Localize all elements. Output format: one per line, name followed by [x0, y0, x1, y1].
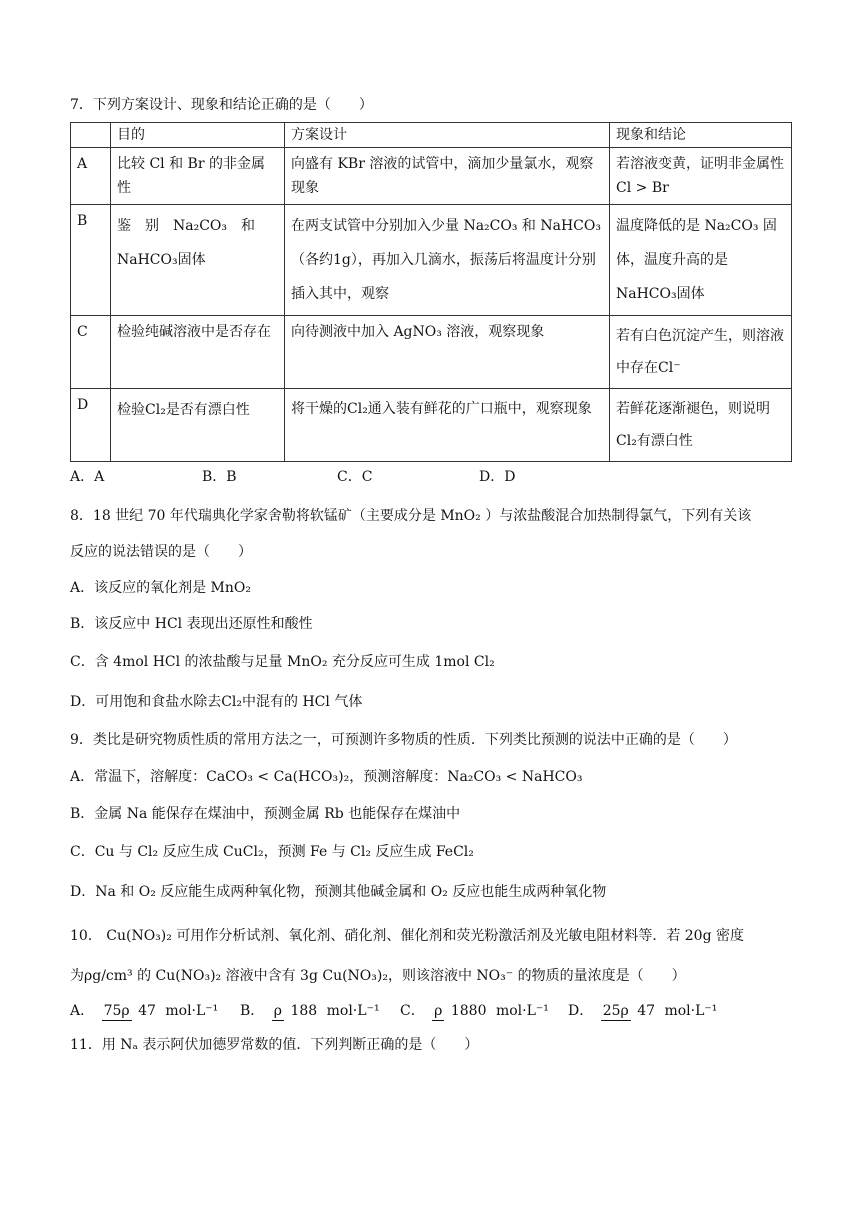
row-label: D: [71, 389, 111, 462]
q10-option-c[interactable]: [400, 1000, 568, 1022]
exam-page: [70, 94, 792, 1064]
fraction-denominator: 47: [138, 1003, 156, 1019]
header-design: 方案设计: [285, 123, 610, 148]
q9-stem: 9．类比是研究物质性质的常用方法之一，可预测许多物质的性质．下列类比预测的说法中正确的是（ ）: [70, 732, 737, 748]
fraction-numerator: ρ: [434, 1003, 443, 1019]
row-design: 将干燥的Cl₂通入装有鲜花的广口瓶中，观察现象: [285, 389, 610, 462]
q7-option-b[interactable]: B．B: [202, 469, 237, 485]
row-label: B: [71, 205, 111, 316]
fraction-denominator: 188: [290, 1003, 318, 1019]
q7-option-c[interactable]: C．C: [337, 469, 373, 485]
q8-stem-line1: 8．18 世纪 70 年代瑞典化学家舍勒将软锰矿（主要成分是 MnO₂ ）与浓盐酸混合加热制得氯气，下列有关该: [70, 508, 752, 524]
table-row: [71, 389, 792, 462]
q10-options: [70, 1000, 792, 1022]
q8-option-c[interactable]: C．含 4mol HCl 的浓盐酸与足量 MnO₂ 充分反应可生成 1mol Cl₂: [70, 654, 495, 670]
q7-options: [70, 466, 792, 488]
header-result: 现象和结论: [610, 123, 792, 148]
q10-option-b[interactable]: [240, 1000, 400, 1022]
q8-option-b[interactable]: B．该反应中 HCl 表现出还原性和酸性: [70, 616, 313, 632]
fraction-numerator: ρ: [273, 1003, 282, 1019]
q9-option-d[interactable]: D．Na 和 O₂ 反应能生成两种氧化物，预测其他碱金属和 O₂ 反应也能生成两种氧化物: [70, 884, 607, 900]
table-row: [71, 316, 792, 389]
row-design: 在两支试管中分别加入少量 Na₂CO₃ 和 NaHCO₃（各约1g），再加入几滴水，振荡后将温度计分别插入其中，观察: [285, 205, 610, 316]
row-label: C: [71, 316, 111, 389]
fraction: [102, 1000, 158, 1022]
q7-table: [70, 122, 792, 462]
fraction-numerator: 75ρ: [103, 1003, 130, 1019]
q10-option-a[interactable]: [70, 1000, 240, 1022]
row-design: 向待测液中加入 AgNO₃ 溶液，观察现象: [285, 316, 610, 389]
q7-option-a[interactable]: A．A: [70, 469, 105, 485]
unit: mol·L⁻¹: [495, 1003, 549, 1019]
row-label: A: [71, 148, 111, 205]
table-row: [71, 148, 792, 205]
unit: mol·L⁻¹: [664, 1003, 718, 1019]
q9-option-b[interactable]: B．金属 Na 能保存在煤油中，预测金属 Rb 也能保存在煤油中: [70, 806, 461, 822]
row-purpose: 鉴 别 Na₂CO₃ 和 NaHCO₃固体: [111, 205, 285, 316]
row-result: 若鲜花逐渐褪色，则说明Cl₂有漂白性: [610, 389, 792, 462]
q7-stem: 7．下列方案设计、现象和结论正确的是（ ）: [70, 97, 373, 113]
q11-stem: 11．用 Nₐ 表示阿伏加德罗常数的值．下列判断正确的是（ ）: [70, 1037, 479, 1053]
fraction: [432, 1000, 488, 1022]
option-label: D．: [568, 1003, 594, 1019]
option-label: A．: [70, 1003, 95, 1019]
fraction-denominator: 47: [637, 1003, 656, 1019]
row-design: 向盛有 KBr 溶液的试管中，滴加少量氯水，观察现象: [285, 148, 610, 205]
row-purpose: 检验纯碱溶液中是否存在: [111, 316, 285, 389]
q10-option-d[interactable]: [568, 1000, 717, 1022]
q10-stem-line2: 为ρg/cm³ 的 Cu(NO₃)₂ 溶液中含有 3g Cu(NO₃)₂，则该溶液中 NO₃⁻ 的物质的量浓度是（ ）: [70, 968, 686, 984]
q7-option-d[interactable]: D．D: [479, 469, 516, 485]
option-label: C．: [400, 1003, 425, 1019]
table-header-row: [71, 123, 792, 148]
row-result: 若有白色沉淀产生，则溶液中存在Cl⁻: [610, 316, 792, 389]
q8-option-d[interactable]: D．可用饱和食盐水除去Cl₂中混有的 HCl 气体: [70, 694, 363, 710]
q10-stem-line1: 10． Cu(NO₃)₂ 可用作分析试剂、氧化剂、硝化剂、催化剂和荧光粉激活剂及光敏电阻材料等．若 20g 密度: [70, 928, 744, 944]
option-label: B．: [240, 1003, 265, 1019]
row-purpose: 检验Cl₂是否有漂白性: [111, 389, 285, 462]
q8-stem-line2: 反应的说法错误的是（ ）: [70, 544, 252, 560]
table-row: [71, 205, 792, 316]
row-purpose: 比较 Cl 和 Br 的非金属性: [111, 148, 285, 205]
q8-option-a[interactable]: A．该反应的氧化剂是 MnO₂: [70, 580, 252, 596]
header-blank: [71, 123, 111, 148]
fraction: [601, 1000, 657, 1022]
header-purpose: 目的: [111, 123, 285, 148]
fraction-numerator: 25ρ: [602, 1003, 629, 1019]
fraction-denominator: 1880: [450, 1003, 487, 1019]
q9-option-a[interactable]: A．常温下，溶解度：CaCO₃ < Ca(HCO₃)₂，预测溶解度：Na₂CO₃ < NaHCO₃: [70, 769, 583, 785]
q9-option-c[interactable]: C．Cu 与 Cl₂ 反应生成 CuCl₂，预测 Fe 与 Cl₂ 反应生成 FeCl₂: [70, 844, 474, 860]
unit: mol·L⁻¹: [165, 1003, 219, 1019]
unit: mol·L⁻¹: [326, 1003, 380, 1019]
row-result: 若溶液变黄，证明非金属性 Cl > Br: [610, 148, 792, 205]
fraction: [272, 1000, 319, 1022]
row-result: 温度降低的是 Na₂CO₃ 固体，温度升高的是 NaHCO₃固体: [610, 205, 792, 316]
